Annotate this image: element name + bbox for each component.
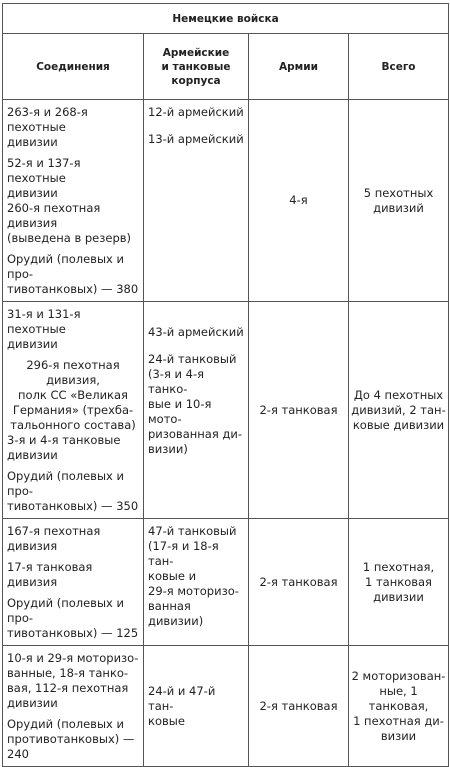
units-cell [3,646,144,767]
unit-entry: 52-я и 137-я пехотные дивизии [7,156,81,200]
units-cell [3,302,144,519]
table-row [3,302,449,519]
corps-entry: 12-й армейский [148,105,244,119]
total-cell: До 4 пехотных дивизий, 2 тан- ковые дивизии [349,302,449,519]
unit-entry: 10-я и 29-я моторизо- ванные, 18-я танко- вая, 112-я пехотная дивизии [7,651,139,710]
corps-entry: 24-й и 47-й тан- ковые [148,684,216,728]
unit-entry: Орудий (полевых и противотанковых) — 240 [7,717,135,761]
total-cell: 2 моторизован- ные, 1 танковая, 1 пехотная ди- визии [349,646,449,767]
army-cell: 2-я танковая [249,302,349,519]
corps-entry: 24-й танковый (3-я и 4-я танко- вые и 10-я мото- ризованная ди- визии) [148,352,242,456]
unit-entry: 260-я пехотная дивизия (выведена в резерв) [7,201,132,245]
unit-entry: 17-я танковая дивизия [7,560,93,589]
german-troops-table [2,3,449,767]
unit-entry: Орудий (полевых и про- тивотанковых) — 380 [7,252,139,296]
unit-entry: 263-я и 268-я пехотные дивизии [7,105,88,149]
header-corps: Армейские и танковые корпуса [144,34,249,100]
table-row [3,519,449,646]
army-cell: 4-я [249,100,349,302]
unit-entry: 31-я и 131-я пехотные дивизии [7,307,81,351]
unit-entry: 3-я и 4-я танковые дивизии [7,433,121,462]
total-cell: 1 пехотная, 1 танковая дивизии [349,519,449,646]
corps-entry: 43-й армейский [148,325,244,339]
unit-entry: Орудий (полевых и про- тивотанковых) — 350 [7,469,139,513]
header-total: Всего [349,34,449,100]
corps-entry: 13-й армейский [148,132,244,146]
corps-cell [144,100,249,302]
corps-cell [144,519,249,646]
header-units: Соединения [3,34,144,100]
header-armies: Армии [249,34,349,100]
army-cell: 2-я танковая [249,519,349,646]
header-row [3,34,449,100]
units-cell [3,100,144,302]
table-row [3,100,449,302]
units-cell [3,519,144,646]
table-title: Немецкие войска [3,4,449,34]
corps-cell [144,302,249,519]
corps-entry: 47-й танковый (17-я и 18-я тан- ковые и 29-я моторизо- ванная дивизии) [148,524,239,628]
corps-cell [144,646,249,767]
table-row [3,646,449,767]
unit-entry: Орудий (полевых и про- тивотанковых) — 125 [7,596,139,640]
unit-entry: 167-я пехотная дивизия [7,524,101,553]
title-row [3,4,449,34]
army-cell: 2-я танковая [249,646,349,767]
unit-entry: 296-я пехотная дивизия, полк СС «Великая Германия» (трехба- тальонного состава) [10,358,136,432]
total-cell: 5 пехотных дивизий [349,100,449,302]
